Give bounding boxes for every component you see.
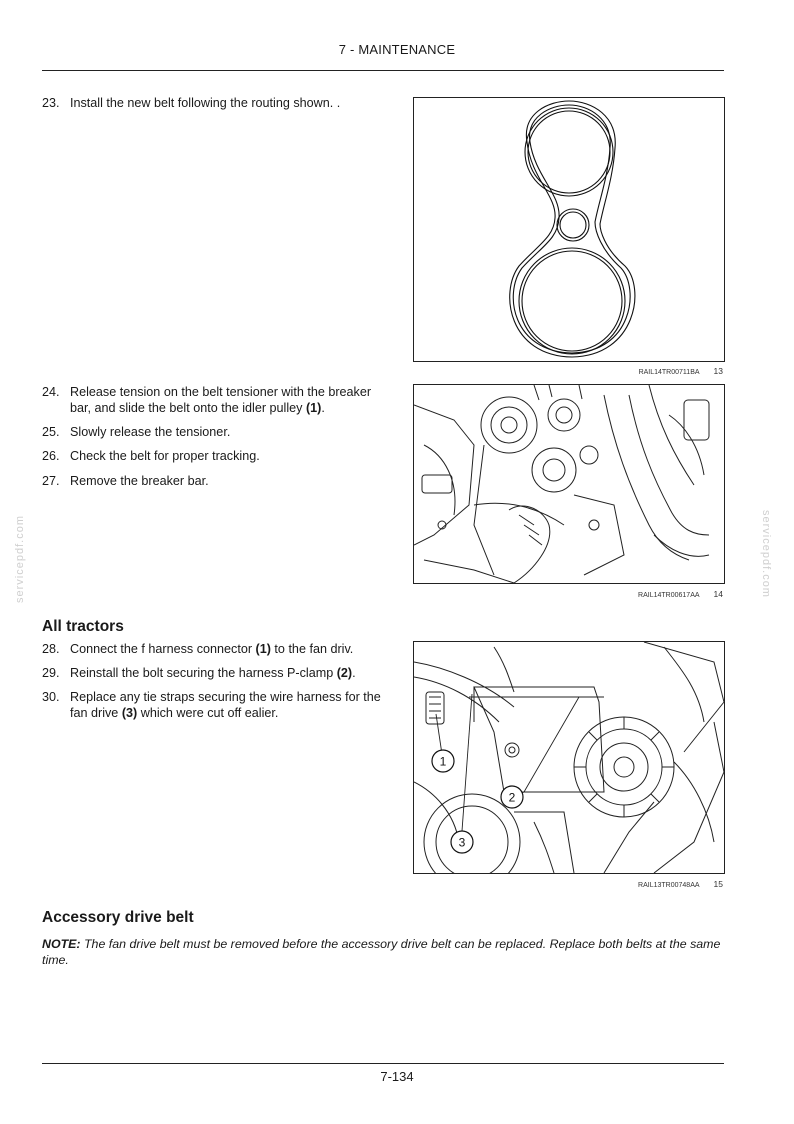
- callout-1: [432, 750, 454, 772]
- figure-number: 14: [713, 589, 723, 599]
- callout-ref: (3): [121, 706, 138, 720]
- step-25: [42, 424, 387, 440]
- step-27: [42, 473, 387, 489]
- step-26: [42, 448, 387, 464]
- figure-15-caption: [413, 879, 723, 889]
- step-number: 24.: [42, 385, 60, 399]
- step-text-part: .: [352, 666, 356, 680]
- figure-code: RAIL14TR00711BA: [638, 369, 700, 376]
- callout-ref: (1): [255, 642, 271, 656]
- figure-fan-drive: [413, 641, 725, 874]
- step-text: [70, 665, 387, 681]
- figure-code: RAIL13TR00748AA: [638, 882, 700, 889]
- figure-belt-tensioner: [413, 384, 725, 584]
- callout-3: [451, 831, 473, 853]
- watermark-left: servicepdf.com: [14, 515, 26, 603]
- callout-label: 1: [439, 754, 447, 769]
- page-header-title: 7 - MAINTENANCE: [338, 42, 456, 57]
- step-text-part: Release tension on the belt tensioner with the breaker bar, and slide the belt onto the idler pulley: [70, 385, 372, 415]
- callout-2: [501, 786, 523, 808]
- footer-rule: [42, 1063, 724, 1064]
- step-number: 30.: [42, 690, 60, 704]
- page-number: 7-134: [380, 1069, 414, 1084]
- step-text: [70, 641, 387, 657]
- step-text: [70, 384, 387, 416]
- figure-code: RAIL14TR00617AA: [638, 592, 700, 599]
- figure-14-caption: [413, 589, 723, 599]
- step-number: 26.: [42, 449, 60, 463]
- section-heading-all-tractors: All tractors: [42, 618, 124, 635]
- step-text: Check the belt for proper tracking.: [70, 449, 260, 463]
- callout-ref: (1): [305, 401, 322, 415]
- step-24: [42, 384, 387, 416]
- figure-belt-routing: [413, 97, 725, 362]
- step-number: 25.: [42, 425, 60, 439]
- step-text-part: .: [321, 401, 325, 415]
- step-text: Slowly release the tensioner.: [70, 425, 231, 439]
- figure-number: 13: [713, 366, 723, 376]
- step-text: [70, 689, 387, 721]
- step-28: [42, 641, 387, 657]
- step-30: [42, 689, 387, 721]
- note-text: The fan drive belt must be removed before the accessory drive belt can be replaced. Replace both belts at the same time.: [42, 937, 721, 967]
- step-text: Install the new belt following the routing shown. .: [70, 96, 341, 110]
- step-number: 29.: [42, 666, 60, 680]
- fan-drive-illustration: [414, 642, 724, 873]
- step-text-part: Replace any tie straps securing the wire harness for the fan drive: [70, 690, 381, 720]
- note-paragraph: [42, 936, 724, 968]
- callout-ref: (2): [336, 666, 353, 680]
- belt-routing-diagram: [414, 98, 724, 361]
- step-number: 28.: [42, 642, 60, 656]
- figure-13-caption: [413, 366, 723, 376]
- step-number: 27.: [42, 474, 60, 488]
- step-29: [42, 665, 387, 681]
- step-text: Remove the breaker bar.: [70, 474, 209, 488]
- note-label: NOTE:: [42, 937, 81, 951]
- step-text-part: Connect the f harness connector: [70, 642, 256, 656]
- figure-number: 15: [713, 879, 723, 889]
- step-text-part: to the fan driv.: [270, 642, 354, 656]
- belt-tensioner-illustration: [414, 385, 724, 583]
- step-text-part: Reinstall the bolt securing the harness P-clamp: [70, 666, 337, 680]
- step-23: [42, 95, 387, 111]
- section-heading-accessory-drive-belt: Accessory drive belt: [42, 909, 194, 926]
- step-text-part: which were cut off ealier.: [137, 706, 279, 720]
- watermark-right: servicepdf.com: [760, 510, 772, 598]
- step-number: 23.: [42, 96, 60, 110]
- header-rule: [42, 70, 724, 71]
- callout-label: 2: [508, 790, 516, 805]
- callout-label: 3: [458, 835, 466, 850]
